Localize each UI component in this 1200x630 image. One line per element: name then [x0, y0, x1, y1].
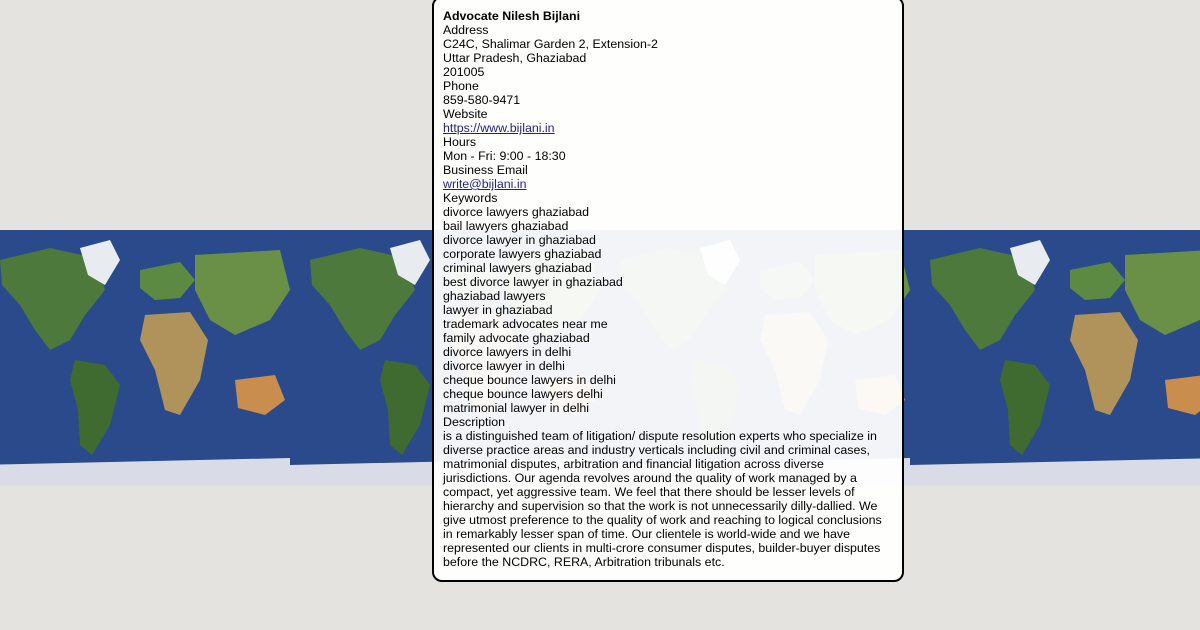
- keyword-item: corporate lawyers ghaziabad: [443, 247, 602, 261]
- phone-label: Phone: [443, 79, 479, 93]
- address-label: Address: [443, 23, 489, 37]
- keyword-item: divorce lawyer in ghaziabad: [443, 233, 596, 247]
- keyword-item: best divorce lawyer in ghaziabad: [443, 275, 623, 289]
- keyword-item: ghaziabad lawyers: [443, 289, 546, 303]
- hours-value: Mon - Fri: 9:00 - 18:30: [443, 149, 566, 163]
- keywords-label: Keywords: [443, 191, 498, 205]
- keyword-item: family advocate ghaziabad: [443, 331, 590, 345]
- keyword-item: trademark advocates near me: [443, 317, 608, 331]
- keyword-item: bail lawyers ghaziabad: [443, 219, 569, 233]
- keyword-item: divorce lawyer in delhi: [443, 359, 565, 373]
- keyword-item: criminal lawyers ghaziabad: [443, 261, 592, 275]
- keyword-item: lawyer in ghaziabad: [443, 303, 553, 317]
- description-text: is a distinguished team of litigation/ dispute resolution experts who specialize in diverse practice areas and industry verticals including civil and criminal cases, matrimonial disputes, arbitration and financial litigation across diverse jurisdictions. Our agenda revolves around the quality of work managed by a compact, yet aggressive team. We feel that there should be lesser levels of hierarchy and supervision so that the work is not unnecessarily dilly-dallied. We give utmost preference to the quality of work and reaching to logical conclusions in remarkably lesser span of time. Our clientele is world-wide and we have represented our clients in multi-crore consumer disputes, builder-buyer disputes before the NCDRC, RERA, Arbitration tribunals etc.: [443, 429, 882, 569]
- business-name: Advocate Nilesh Bijlani: [443, 9, 581, 23]
- postal-code: 201005: [443, 65, 485, 79]
- email-link[interactable]: write@bijlani.in: [443, 177, 527, 191]
- website-label: Website: [443, 107, 488, 121]
- business-info-card: [432, 0, 904, 582]
- email-label: Business Email: [443, 163, 528, 177]
- keyword-item: matrimonial lawyer in delhi: [443, 401, 589, 415]
- address-line-1: C24C, Shalimar Garden 2, Extension-2: [443, 37, 658, 51]
- website-link[interactable]: https://www.bijlani.in: [443, 121, 555, 135]
- keyword-item: divorce lawyers ghaziabad: [443, 205, 590, 219]
- keyword-item: cheque bounce lawyers delhi: [443, 387, 603, 401]
- keyword-item: cheque bounce lawyers in delhi: [443, 373, 616, 387]
- phone-number: 859-580-9471: [443, 93, 521, 107]
- address-line-2: Uttar Pradesh, Ghaziabad: [443, 51, 587, 65]
- description-label: Description: [443, 415, 505, 429]
- hours-label: Hours: [443, 135, 477, 149]
- keyword-item: divorce lawyers in delhi: [443, 345, 572, 359]
